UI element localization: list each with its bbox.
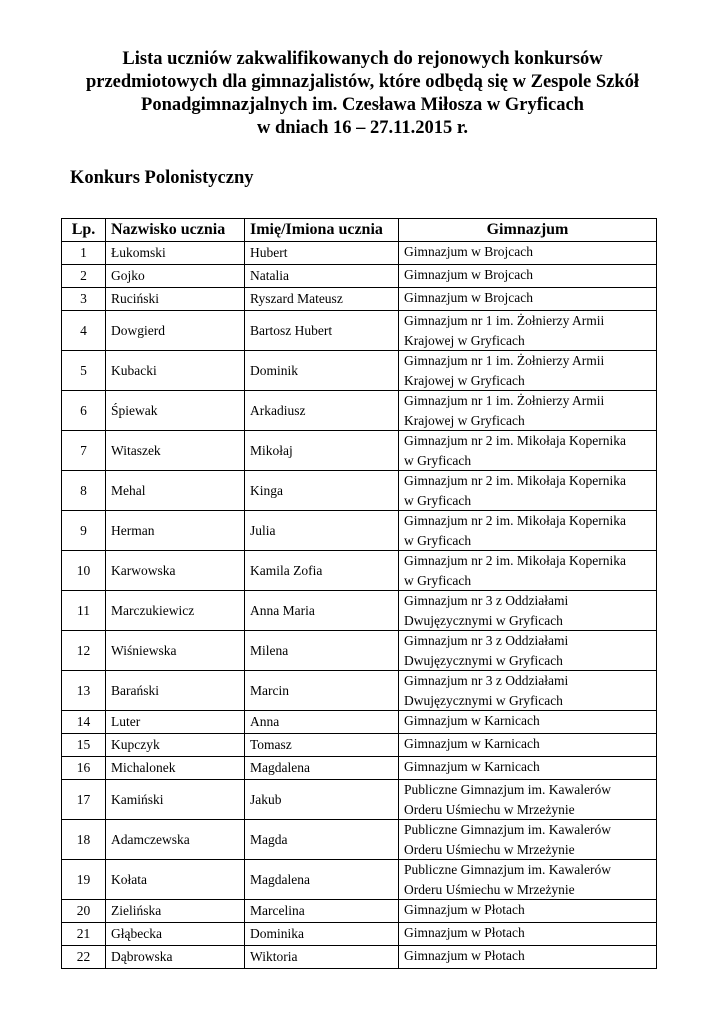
student-first-name: Mikołaj — [245, 431, 399, 471]
table-row — [62, 551, 657, 591]
student-school — [399, 511, 657, 551]
student-surname: Ruciński — [106, 288, 245, 311]
header-surname: Nazwisko ucznia — [106, 219, 245, 242]
school-line: Dwujęzycznymi w Gryficach — [404, 652, 563, 668]
school-line: Orderu Uśmiechu w Mrzeżynie — [404, 801, 575, 817]
document-title — [40, 48, 685, 140]
school-line: Gimnazjum nr 2 im. Mikołaja Kopernika — [404, 553, 626, 568]
school-line: Krajowej w Gryficach — [404, 412, 525, 428]
student-first-name: Hubert — [245, 242, 399, 265]
table-row — [62, 946, 657, 969]
student-school — [399, 711, 657, 734]
student-school — [399, 900, 657, 923]
row-number: 15 — [62, 734, 106, 757]
student-school — [399, 734, 657, 757]
student-first-name: Arkadiusz — [245, 391, 399, 431]
row-number: 19 — [62, 860, 106, 900]
school-line: Orderu Uśmiechu w Mrzeżynie — [404, 881, 575, 897]
school-line: Gimnazjum w Płotach — [404, 948, 525, 963]
student-surname: Śpiewak — [106, 391, 245, 431]
table-row — [62, 780, 657, 820]
student-first-name: Dominika — [245, 923, 399, 946]
student-school — [399, 391, 657, 431]
title-line: przedmiotowych dla gimnazjalistów, które odbędą się w Zespole Szkół — [85, 72, 640, 92]
school-line: Publiczne Gimnazjum im. Kawalerów — [404, 822, 611, 837]
row-number: 9 — [62, 511, 106, 551]
school-line: Orderu Uśmiechu w Mrzeżynie — [404, 841, 575, 857]
title-line: w dniach 16 – 27.11.2015 r. — [256, 118, 469, 138]
table-row — [62, 511, 657, 551]
table-row — [62, 757, 657, 780]
student-school — [399, 671, 657, 711]
row-number: 10 — [62, 551, 106, 591]
school-line: Gimnazjum w Karnicach — [404, 759, 540, 774]
table-row — [62, 311, 657, 351]
header-lp: Lp. — [62, 219, 106, 242]
school-line: Krajowej w Gryficach — [404, 332, 525, 348]
student-surname: Witaszek — [106, 431, 245, 471]
student-school — [399, 820, 657, 860]
student-first-name: Magdalena — [245, 860, 399, 900]
school-line: Gimnazjum nr 2 im. Mikołaja Kopernika — [404, 473, 626, 488]
header-first-name: Imię/Imiona ucznia — [245, 219, 399, 242]
row-number: 7 — [62, 431, 106, 471]
section-title: Konkurs Polonistyczny — [70, 168, 254, 188]
table-row — [62, 288, 657, 311]
school-line: Krajowej w Gryficach — [404, 372, 525, 388]
student-surname: Adamczewska — [106, 820, 245, 860]
student-surname: Gojko — [106, 265, 245, 288]
student-first-name: Dominik — [245, 351, 399, 391]
row-number: 18 — [62, 820, 106, 860]
student-surname: Herman — [106, 511, 245, 551]
school-line: w Gryficach — [404, 572, 472, 588]
student-surname: Dowgierd — [106, 311, 245, 351]
school-line: Gimnazjum w Karnicach — [404, 736, 540, 751]
student-first-name: Jakub — [245, 780, 399, 820]
table-row — [62, 671, 657, 711]
student-surname: Karwowska — [106, 551, 245, 591]
school-line: Gimnazjum w Płotach — [404, 902, 525, 917]
school-line: Gimnazjum w Brojcach — [404, 267, 533, 282]
row-number: 16 — [62, 757, 106, 780]
student-surname: Marczukiewicz — [106, 591, 245, 631]
student-surname: Mehal — [106, 471, 245, 511]
row-number: 21 — [62, 923, 106, 946]
student-first-name: Kamila Zofia — [245, 551, 399, 591]
student-first-name: Kinga — [245, 471, 399, 511]
student-school — [399, 265, 657, 288]
table-row — [62, 711, 657, 734]
title-line: Lista uczniów zakwalifikowanych do rejonowych konkursów — [122, 49, 603, 69]
student-surname: Zielińska — [106, 900, 245, 923]
student-school — [399, 757, 657, 780]
student-surname: Barański — [106, 671, 245, 711]
title-line: Ponadgimnazjalnych im. Czesława Miłosza w Gryficach — [141, 95, 584, 115]
table-header-row — [62, 219, 657, 242]
school-line: Gimnazjum nr 2 im. Mikołaja Kopernika — [404, 433, 626, 448]
student-first-name: Ryszard Mateusz — [245, 288, 399, 311]
student-surname: Dąbrowska — [106, 946, 245, 969]
student-school — [399, 311, 657, 351]
row-number: 20 — [62, 900, 106, 923]
student-school — [399, 780, 657, 820]
school-line: w Gryficach — [404, 532, 472, 548]
school-line: Publiczne Gimnazjum im. Kawalerów — [404, 782, 611, 797]
school-line: Gimnazjum w Brojcach — [404, 244, 533, 259]
school-line: Gimnazjum nr 1 im. Żołnierzy Armii — [404, 313, 605, 328]
school-line: Gimnazjum nr 3 z Oddziałami — [404, 633, 569, 648]
school-line: w Gryficach — [404, 452, 472, 468]
student-school — [399, 923, 657, 946]
school-line: Gimnazjum w Karnicach — [404, 713, 540, 728]
student-first-name: Magda — [245, 820, 399, 860]
row-number: 17 — [62, 780, 106, 820]
table-row — [62, 242, 657, 265]
student-school — [399, 551, 657, 591]
row-number: 22 — [62, 946, 106, 969]
student-first-name: Marcelina — [245, 900, 399, 923]
row-number: 4 — [62, 311, 106, 351]
school-line: Gimnazjum nr 1 im. Żołnierzy Armii — [404, 393, 605, 408]
student-surname: Łukomski — [106, 242, 245, 265]
table-row — [62, 351, 657, 391]
table-row — [62, 631, 657, 671]
table-row — [62, 860, 657, 900]
row-number: 2 — [62, 265, 106, 288]
school-line: Gimnazjum nr 3 z Oddziałami — [404, 593, 569, 608]
school-line: Gimnazjum w Płotach — [404, 925, 525, 940]
header-school: Gimnazjum — [399, 219, 657, 242]
school-line: Dwujęzycznymi w Gryficach — [404, 612, 563, 628]
table-body — [62, 242, 657, 969]
table-row — [62, 391, 657, 431]
students-table — [61, 218, 657, 969]
row-number: 13 — [62, 671, 106, 711]
row-number: 11 — [62, 591, 106, 631]
table-row — [62, 431, 657, 471]
student-first-name: Marcin — [245, 671, 399, 711]
row-number: 14 — [62, 711, 106, 734]
school-line: Gimnazjum nr 2 im. Mikołaja Kopernika — [404, 513, 626, 528]
row-number: 3 — [62, 288, 106, 311]
school-line: Gimnazjum w Brojcach — [404, 290, 533, 305]
student-surname: Kamiński — [106, 780, 245, 820]
student-first-name: Magdalena — [245, 757, 399, 780]
student-surname: Kubacki — [106, 351, 245, 391]
student-school — [399, 591, 657, 631]
student-first-name: Anna Maria — [245, 591, 399, 631]
table-row — [62, 820, 657, 860]
school-line: w Gryficach — [404, 492, 472, 508]
student-first-name: Milena — [245, 631, 399, 671]
student-first-name: Bartosz Hubert — [245, 311, 399, 351]
row-number: 6 — [62, 391, 106, 431]
student-school — [399, 471, 657, 511]
student-school — [399, 860, 657, 900]
school-line: Gimnazjum nr 1 im. Żołnierzy Armii — [404, 353, 605, 368]
table-row — [62, 900, 657, 923]
table-row — [62, 734, 657, 757]
row-number: 5 — [62, 351, 106, 391]
row-number: 8 — [62, 471, 106, 511]
student-first-name: Julia — [245, 511, 399, 551]
table-row — [62, 265, 657, 288]
school-line: Gimnazjum nr 3 z Oddziałami — [404, 673, 569, 688]
school-line: Dwujęzycznymi w Gryficach — [404, 692, 563, 708]
table-row — [62, 923, 657, 946]
student-school — [399, 631, 657, 671]
student-first-name: Anna — [245, 711, 399, 734]
student-surname: Wiśniewska — [106, 631, 245, 671]
table-row — [62, 591, 657, 631]
student-school — [399, 288, 657, 311]
student-first-name: Wiktoria — [245, 946, 399, 969]
table-row — [62, 471, 657, 511]
student-first-name: Tomasz — [245, 734, 399, 757]
student-school — [399, 351, 657, 391]
student-school — [399, 946, 657, 969]
student-surname: Kołata — [106, 860, 245, 900]
row-number: 12 — [62, 631, 106, 671]
school-line: Publiczne Gimnazjum im. Kawalerów — [404, 862, 611, 877]
student-surname: Michalonek — [106, 757, 245, 780]
student-surname: Kupczyk — [106, 734, 245, 757]
student-first-name: Natalia — [245, 265, 399, 288]
student-surname: Luter — [106, 711, 245, 734]
student-surname: Głąbecka — [106, 923, 245, 946]
row-number: 1 — [62, 242, 106, 265]
student-school — [399, 242, 657, 265]
student-school — [399, 431, 657, 471]
